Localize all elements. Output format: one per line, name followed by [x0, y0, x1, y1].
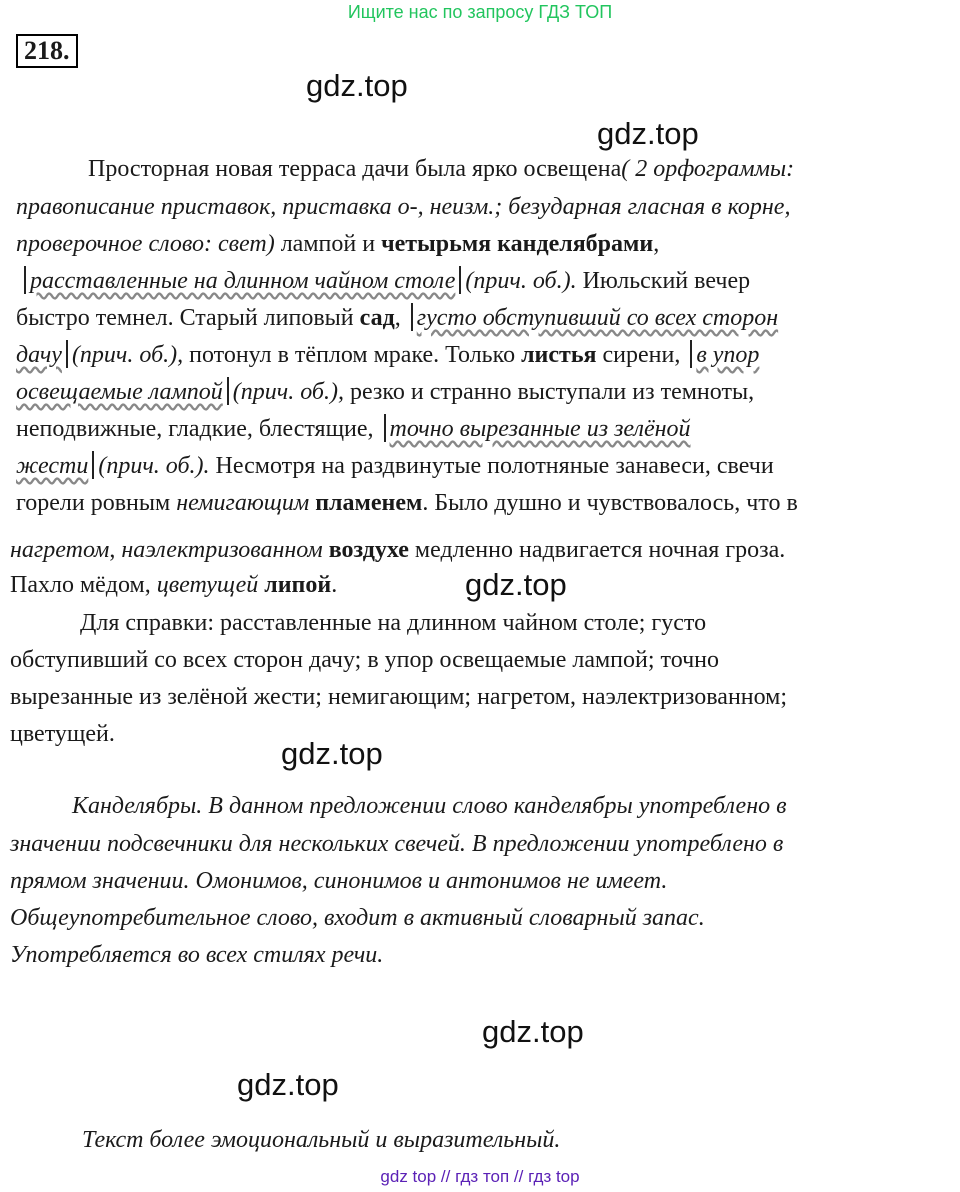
text-line-10	[16, 488, 798, 518]
text-span: Просторная новая терраса дачи была ярко освещена	[88, 156, 622, 182]
grammar-note: (прич. об.).	[465, 268, 577, 294]
watermark: gdz.top	[281, 736, 383, 771]
text-line-2: правописание приставок, приставка о-, неизм.; безударная гласная в корне,	[16, 194, 791, 220]
text-line-7	[16, 377, 754, 407]
text-span: .	[331, 572, 338, 598]
text-span: резко и странно выступали из темноты,	[349, 379, 755, 405]
participial-phrase: в упор	[696, 342, 760, 368]
bracket-mark	[92, 451, 94, 479]
grammar-note: (прич. об.),	[232, 379, 344, 405]
text-line-1	[88, 154, 794, 184]
text-line-6	[16, 340, 759, 370]
bracket-mark	[411, 303, 413, 331]
italic-word: немигающим	[176, 490, 310, 516]
text-span: . Было душно и чувствовалось, что в	[422, 490, 798, 516]
explanation-line-5: Употребляется во всех стилях речи.	[10, 942, 384, 968]
explanation-line-1: Канделябры. В данном предложении слово канделябры употреблено в	[72, 793, 787, 819]
watermark: gdz.top	[597, 116, 699, 151]
text-line-3	[16, 229, 659, 259]
grammar-note: (прич. об.).	[98, 453, 210, 479]
text-span: Пахло мёдом,	[10, 572, 151, 598]
reference-line-2: обступивший со всех сторон дачу; в упор освещаемые лампой; точно	[10, 647, 719, 673]
reference-line-1: Для справки: расставленные на длинном чайном столе; густо	[80, 610, 707, 636]
bold-word: сад	[359, 305, 395, 331]
italic-word: цветущей	[156, 572, 259, 598]
conclusion: Текст более эмоциональный и выразительный.	[82, 1127, 561, 1153]
bracket-mark	[459, 266, 461, 294]
italic-word: нагретом	[10, 537, 110, 563]
grammar-note: (прич. об.),	[71, 342, 184, 368]
bracket-mark	[384, 414, 386, 442]
bold-word: воздухе	[328, 537, 409, 563]
text-span: потонул в тёплом мраке. Только	[189, 342, 516, 368]
bold-word: липой	[264, 572, 332, 598]
bracket-mark	[690, 340, 692, 368]
grammar-note: ( 2 орфограммы:	[621, 156, 795, 182]
text-line-5	[16, 303, 778, 333]
participial-phrase: густо обступивший со всех сторон	[416, 305, 779, 331]
text-line-9	[16, 451, 774, 481]
bracket-mark	[24, 266, 26, 294]
bold-word: листья	[521, 342, 597, 368]
participial-phrase: дачу	[16, 342, 62, 368]
grammar-note: проверочное слово: свет)	[16, 231, 275, 257]
explanation-line-4: Общеупотребительное слово, входит в активный словарный запас.	[10, 905, 705, 931]
watermark: gdz.top	[306, 68, 408, 103]
reference-line-3: вырезанные из зелёной жести; немигающим; нагретом, наэлектризованном;	[10, 684, 788, 710]
text-span: сирени,	[602, 342, 681, 368]
text-line-4	[20, 266, 750, 296]
participial-phrase: точно вырезанные из зелёной	[389, 416, 691, 442]
italic-word: наэлектризованном	[121, 537, 323, 563]
text-span: ,	[109, 537, 116, 563]
text-line-8	[16, 414, 691, 444]
task-number: 218.	[16, 34, 78, 68]
text-line-11	[10, 535, 785, 565]
footer-links[interactable]: gdz top // гдз топ // гдз top	[380, 1167, 580, 1186]
text-span: Несмотря на раздвинутые полотняные занавеси, свечи	[215, 453, 774, 479]
reference-line-4: цветущей.	[10, 721, 115, 747]
text-span: горели ровным	[16, 490, 171, 516]
bold-word: четырьмя канделябрами	[381, 231, 654, 257]
text-span: быстро темнел. Старый липовый	[16, 305, 354, 331]
bracket-mark	[66, 340, 68, 368]
bracket-mark	[227, 377, 229, 405]
text-span: неподвижные, гладкие, блестящие,	[16, 416, 374, 442]
watermark: gdz.top	[237, 1067, 339, 1102]
search-banner[interactable]: Ищите нас по запросу ГДЗ ТОП	[347, 2, 613, 22]
bold-word: пламенем	[315, 490, 423, 516]
text-span: ,	[394, 305, 401, 331]
text-span: лампой и	[280, 231, 376, 257]
participial-phrase: жести	[16, 453, 89, 479]
explanation-line-3: прямом значении. Омонимов, синонимов и антонимов не имеет.	[10, 868, 668, 894]
participial-phrase: расставленные на длинном чайном столе	[30, 268, 456, 294]
explanation-line-2: значении подсвечники для нескольких свечей. В предложении употреблено в	[10, 831, 784, 857]
text-span: ,	[653, 231, 660, 257]
text-span: медленно надвигается ночная гроза.	[414, 537, 786, 563]
watermark: gdz.top	[482, 1014, 584, 1049]
text-line-12	[10, 570, 337, 600]
participial-phrase: освещаемые лампой	[16, 379, 223, 405]
watermark: gdz.top	[465, 567, 567, 602]
text-span: Июльский вечер	[582, 268, 751, 294]
